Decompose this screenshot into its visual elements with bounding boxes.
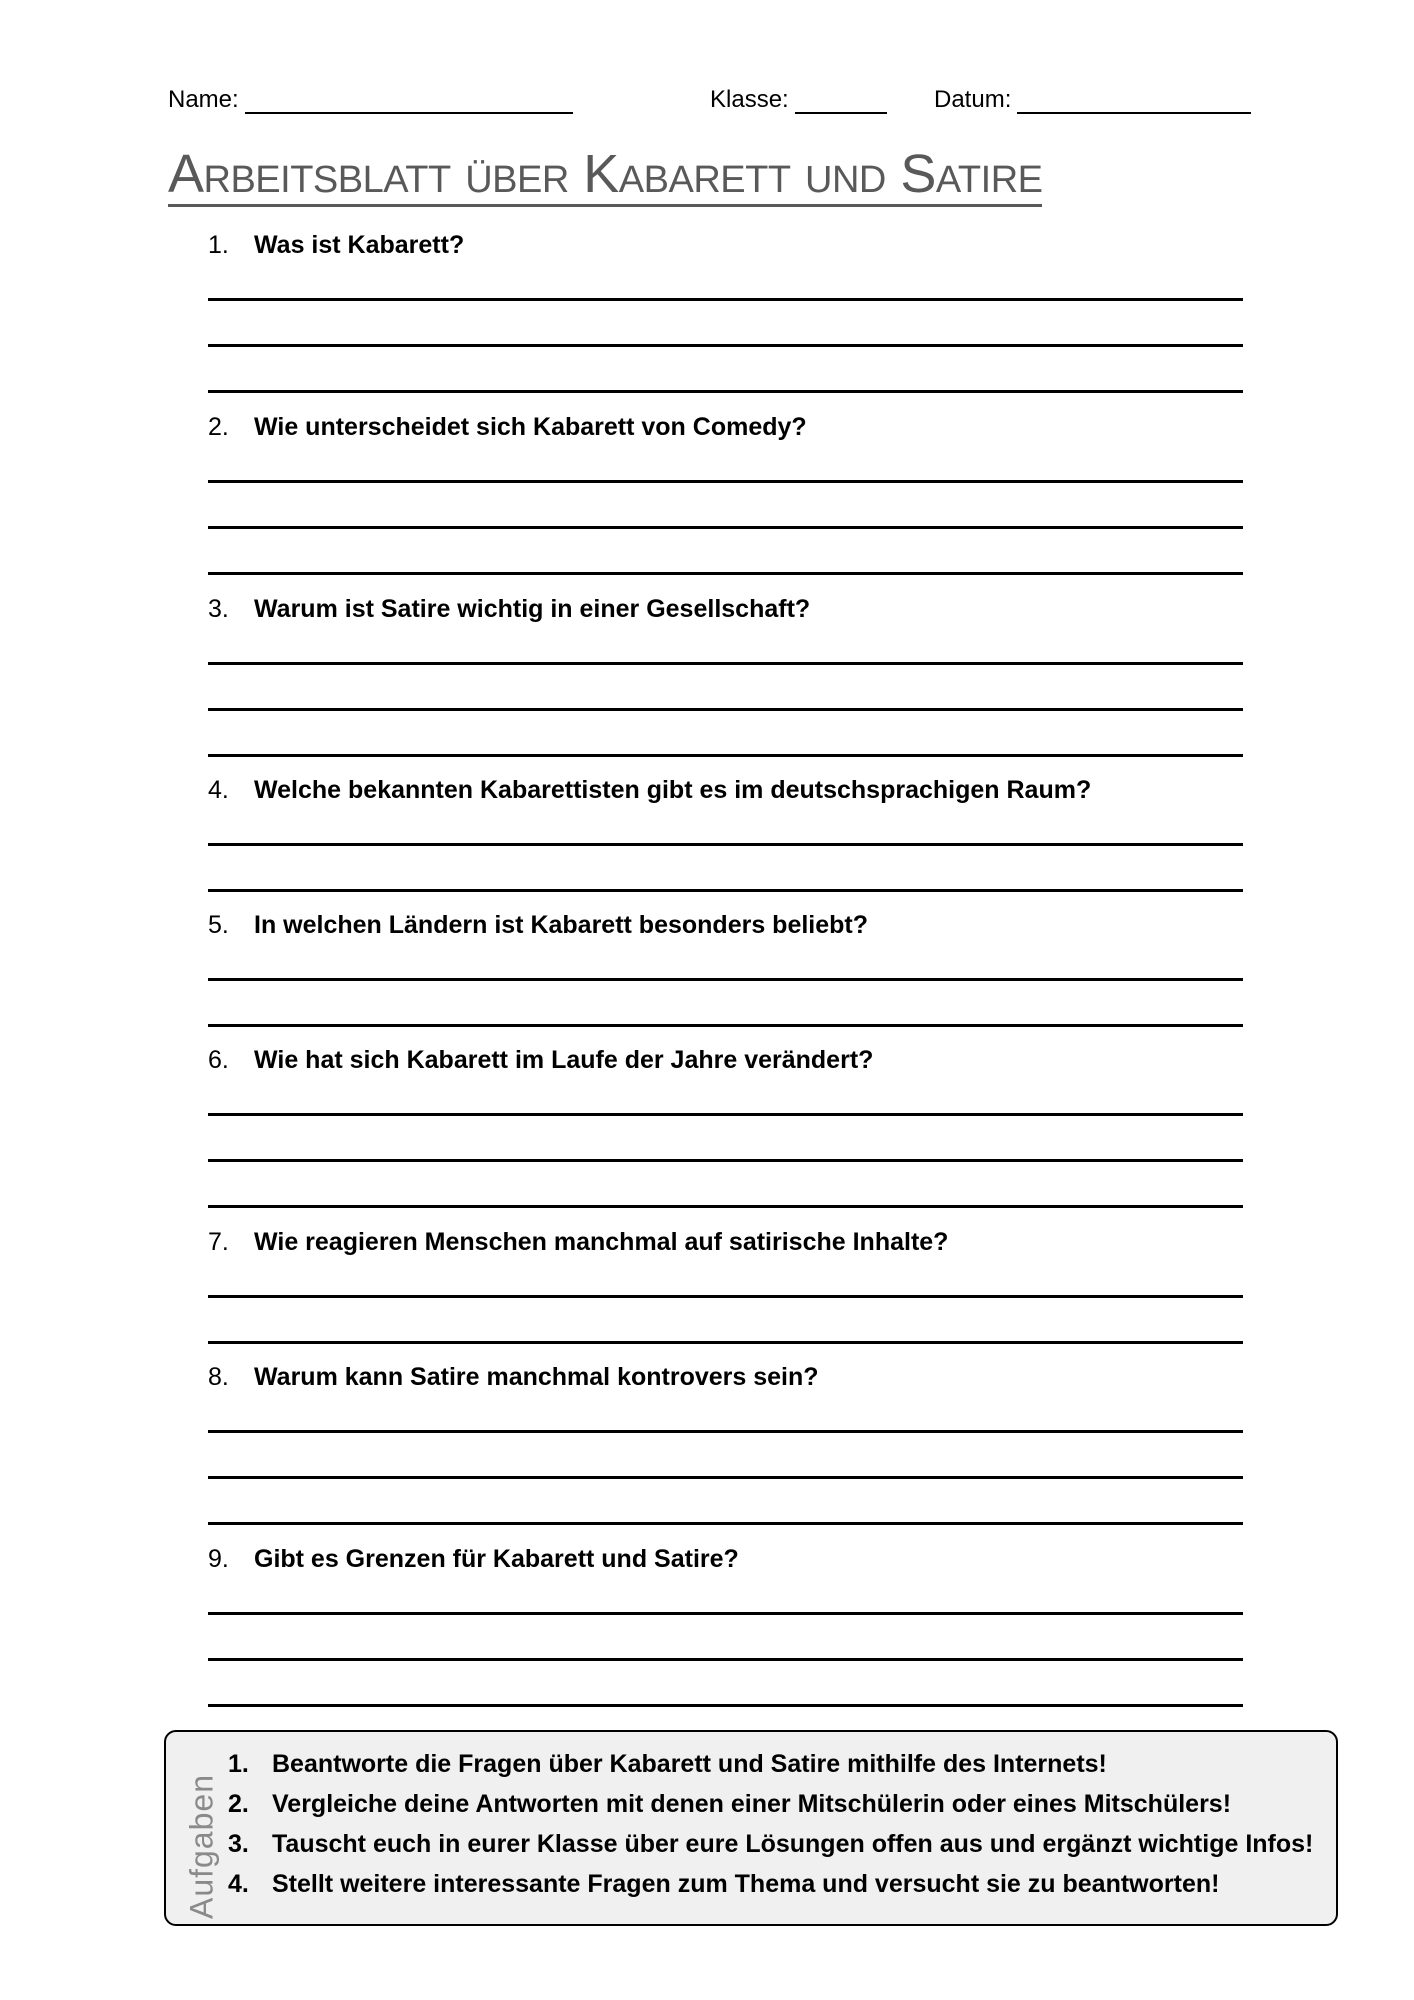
question-6: [208, 1045, 1243, 1075]
task-number: 4.: [228, 1870, 249, 1898]
tasks-label: Aufgaben: [183, 1774, 220, 1920]
task-text: Tauscht euch in eurer Klasse über eure Lösungen offen aus und ergänzt wichtige Infos!: [272, 1830, 1314, 1858]
question-number: 4.: [208, 776, 229, 804]
answer-line[interactable]: [208, 572, 1243, 575]
answer-line[interactable]: [208, 1430, 1243, 1433]
answer-line[interactable]: [208, 1024, 1243, 1027]
answer-line[interactable]: [208, 1476, 1243, 1479]
answer-line[interactable]: [208, 978, 1243, 981]
question-5: [208, 910, 1243, 940]
question-number: 1.: [208, 231, 229, 259]
answer-line[interactable]: [208, 1295, 1243, 1298]
question-9: [208, 1544, 1243, 1574]
answer-line[interactable]: [208, 1113, 1243, 1116]
question-7: [208, 1227, 1243, 1257]
question-text: Warum ist Satire wichtig in einer Gesellschaft?: [254, 595, 811, 623]
question-heading: [208, 1227, 1243, 1257]
question-heading: [208, 910, 1243, 940]
answer-line[interactable]: [208, 708, 1243, 711]
answer-line[interactable]: [208, 390, 1243, 393]
answer-line[interactable]: [208, 889, 1243, 892]
question-number: 9.: [208, 1545, 229, 1573]
datum-blank-line[interactable]: [1017, 90, 1251, 114]
task-text: Beantworte die Fragen über Kabarett und Satire mithilfe des Internets!: [272, 1750, 1107, 1778]
answer-line[interactable]: [208, 1341, 1243, 1344]
question-text: Wie unterscheidet sich Kabarett von Comedy?: [254, 413, 807, 441]
question-number: 2.: [208, 413, 229, 441]
page-title: Arbeitsblatt über Kabarett und Satire: [168, 146, 1042, 207]
name-label: Name:: [168, 86, 239, 113]
tasks-box: [164, 1730, 1338, 1926]
question-8: [208, 1362, 1243, 1392]
question-heading: [208, 1045, 1243, 1075]
question-text: Gibt es Grenzen für Kabarett und Satire?: [254, 1545, 739, 1573]
task-number: 2.: [228, 1790, 249, 1818]
task-number: 3.: [228, 1830, 249, 1858]
answer-line[interactable]: [208, 843, 1243, 846]
question-text: Welche bekannten Kabarettisten gibt es im deutschsprachigen Raum?: [254, 776, 1092, 804]
task-text: Vergleiche deine Antworten mit denen einer Mitschülerin oder eines Mitschülers!: [272, 1790, 1232, 1818]
answer-line[interactable]: [208, 1612, 1243, 1615]
question-text: In welchen Ländern ist Kabarett besonders beliebt?: [254, 911, 869, 939]
question-heading: [208, 1362, 1243, 1392]
answer-line[interactable]: [208, 1205, 1243, 1208]
question-heading: [208, 230, 1243, 260]
question-text: Was ist Kabarett?: [254, 231, 465, 259]
question-text: Wie reagieren Menschen manchmal auf satirische Inhalte?: [254, 1228, 949, 1256]
answer-line[interactable]: [208, 1704, 1243, 1707]
answer-line[interactable]: [208, 298, 1243, 301]
question-number: 6.: [208, 1046, 229, 1074]
task-item: [228, 1864, 1313, 1904]
question-3: [208, 594, 1243, 624]
question-text: Warum kann Satire manchmal kontrovers sein?: [254, 1363, 819, 1391]
question-text: Wie hat sich Kabarett im Laufe der Jahre verändert?: [254, 1046, 874, 1074]
question-heading: [208, 594, 1243, 624]
question-2: [208, 412, 1243, 442]
question-1: [208, 230, 1243, 260]
klasse-blank-line[interactable]: [795, 90, 887, 114]
question-number: 3.: [208, 595, 229, 623]
question-number: 7.: [208, 1228, 229, 1256]
klasse-field: [710, 86, 887, 114]
answer-line[interactable]: [208, 662, 1243, 665]
answer-line[interactable]: [208, 1658, 1243, 1661]
task-text: Stellt weitere interessante Fragen zum Thema und versucht sie zu beantworten!: [272, 1870, 1220, 1898]
klasse-label: Klasse:: [710, 86, 789, 113]
question-4: [208, 775, 1243, 805]
answer-line[interactable]: [208, 1522, 1243, 1525]
question-number: 5.: [208, 911, 229, 939]
question-heading: [208, 775, 1243, 805]
answer-line[interactable]: [208, 1159, 1243, 1162]
name-field: [168, 86, 573, 114]
answer-line[interactable]: [208, 480, 1243, 483]
datum-label: Datum:: [934, 86, 1012, 113]
name-blank-line[interactable]: [245, 90, 573, 114]
answer-line[interactable]: [208, 526, 1243, 529]
tasks-list: [228, 1744, 1313, 1904]
task-item: [228, 1744, 1313, 1784]
question-heading: [208, 1544, 1243, 1574]
datum-field: [934, 86, 1251, 114]
question-number: 8.: [208, 1363, 229, 1391]
task-number: 1.: [228, 1750, 249, 1778]
answer-line[interactable]: [208, 754, 1243, 757]
task-item: [228, 1824, 1313, 1864]
task-item: [228, 1784, 1313, 1824]
answer-line[interactable]: [208, 344, 1243, 347]
question-heading: [208, 412, 1243, 442]
